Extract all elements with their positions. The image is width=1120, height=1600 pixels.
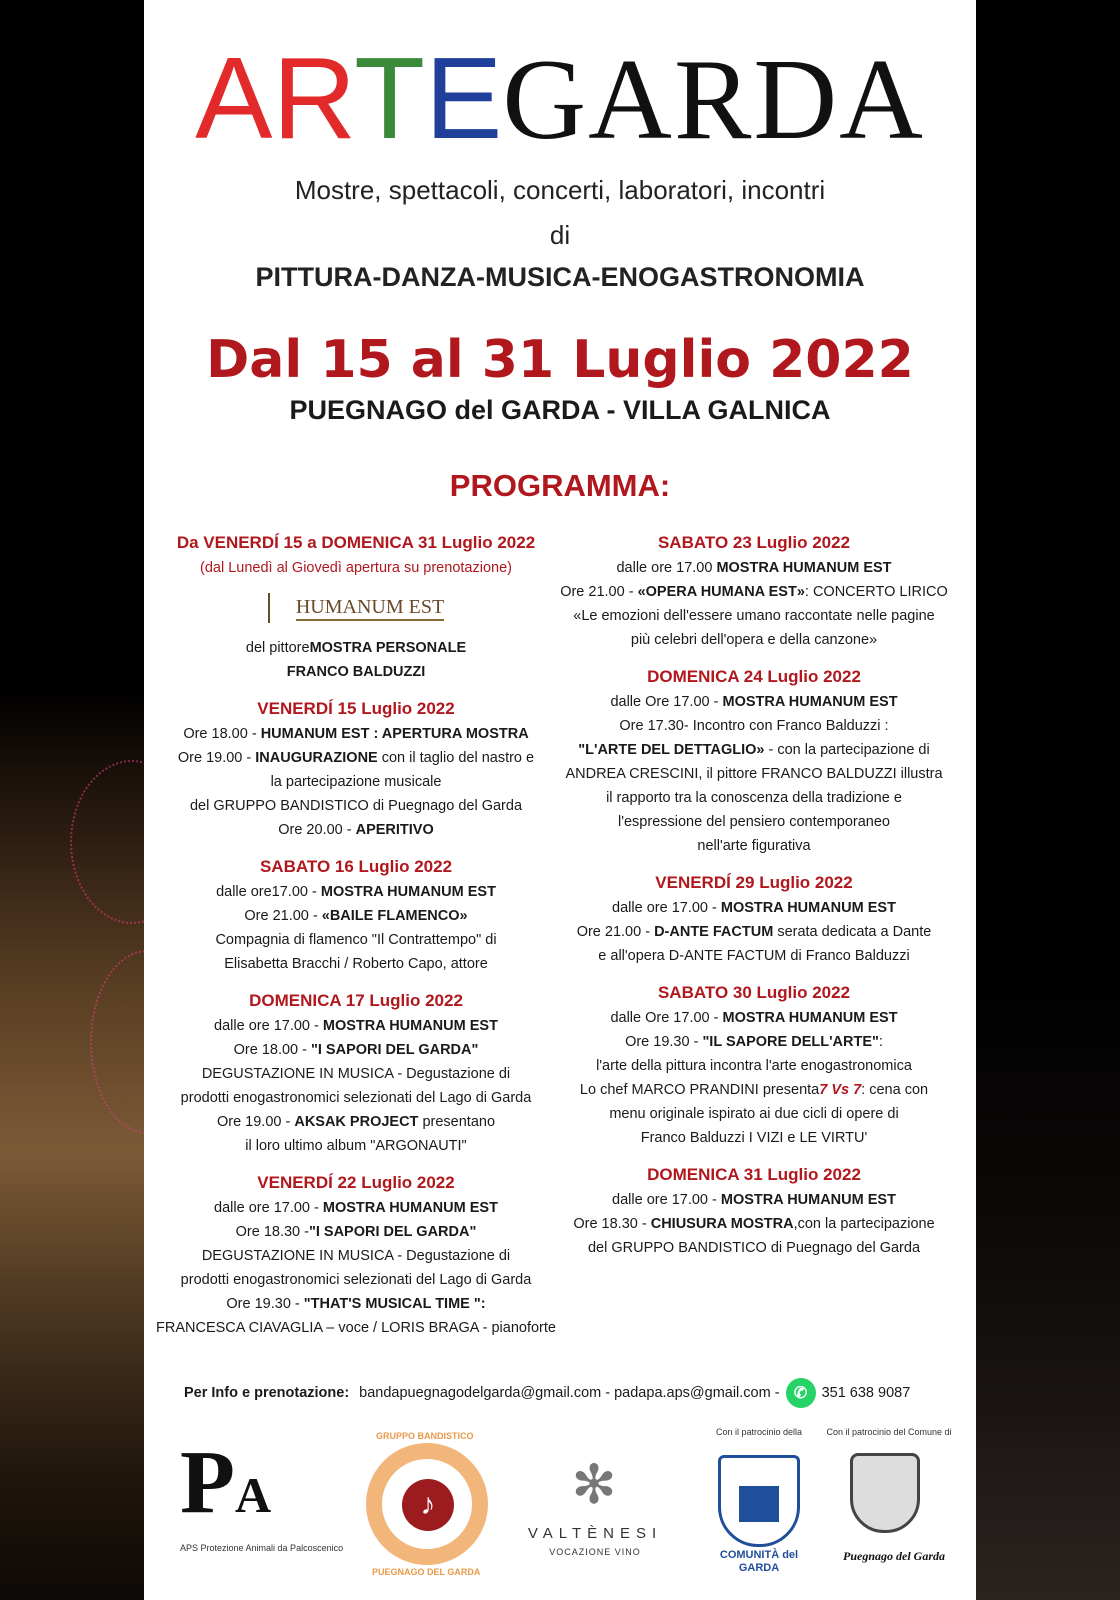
event-text: : CONCERTO LIRICO	[804, 584, 948, 600]
event-line	[554, 580, 954, 604]
event-text: «Le emozioni dell'essere umano raccontate nelle pagine	[573, 608, 935, 624]
sponsor-logos	[144, 1425, 976, 1585]
event-text: Ore 19.30 -	[226, 1296, 304, 1312]
event-text: dalle ore 17.00 -	[612, 1192, 721, 1208]
valtenesi-name: VALTÈNESI	[527, 1525, 663, 1542]
event-text: ,con la partecipazione	[793, 1216, 935, 1232]
event-line	[156, 818, 556, 842]
event-text: Ore 18.00 -	[183, 726, 261, 742]
event-text: - con la partecipazione di	[764, 742, 930, 758]
event-text: Ore 21.00 -	[560, 584, 638, 600]
event-text: Ore 19.00 -	[216, 1114, 295, 1130]
event-date-heading: DOMENICA 24 Luglio 2022	[647, 667, 861, 686]
program-event	[156, 530, 556, 684]
event-line	[156, 794, 556, 818]
event-text: Ore 21.00 -	[244, 908, 322, 924]
event-text: il loro ultimo album "ARGONAUTI"	[245, 1138, 467, 1154]
event-date-heading: VENERDÍ 22 Luglio 2022	[257, 1173, 455, 1192]
event-text: del pittore	[245, 640, 310, 656]
event-text: l'espressione del pensiero contemporaneo	[618, 814, 890, 830]
event-text: dalle Ore 17.00 -	[610, 1010, 723, 1026]
event-line	[554, 1006, 954, 1030]
event-line	[156, 722, 556, 746]
info-contacts: bandapuegnagodelgarda@gmail.com - padapa.aps@gmail.com -	[359, 1385, 780, 1401]
event-date-heading: SABATO 16 Luglio 2022	[259, 857, 453, 876]
title-letter: R	[272, 33, 355, 163]
event-line	[554, 786, 954, 810]
event-highlight: MOSTRA HUMANUM EST	[722, 1010, 898, 1026]
event-line	[554, 1236, 954, 1260]
title-letter: E	[425, 33, 503, 163]
event-line	[156, 1110, 556, 1134]
event-highlight: "I SAPORI DEL GARDA"	[311, 1042, 479, 1058]
event-text: Elisabetta Bracchi / Roberto Capo, attore	[224, 956, 488, 972]
event-line	[554, 920, 954, 944]
event-text: ANDREA CRESCINI, il pittore FRANCO BALDUZZI illustra	[565, 766, 943, 782]
event-dates: Dal 15 al 31 Luglio 2022	[206, 330, 914, 390]
event-line	[554, 1126, 954, 1150]
event-line	[554, 738, 954, 762]
event-line	[156, 1014, 556, 1038]
info-phone: 351 638 9087	[821, 1385, 911, 1401]
event-highlight: MOSTRA HUMANUM EST	[322, 1200, 498, 1216]
subtitle-events: Mostre, spettacoli, concerti, laboratori, incontri	[294, 175, 826, 205]
event-highlight: MOSTRA HUMANUM EST	[722, 694, 898, 710]
event-text: più celebri dell'opera e della canzone»	[630, 632, 878, 648]
valtenesi-snowflake-icon: ✻	[571, 1455, 617, 1515]
program-event	[156, 1170, 556, 1340]
event-date-heading: DOMENICA 17 Luglio 2022	[249, 991, 463, 1010]
event-line	[554, 1054, 954, 1078]
event-highlight: HUMANUM EST : APERTURA MOSTRA	[260, 726, 529, 742]
event-line	[554, 604, 954, 628]
event-line	[156, 660, 556, 684]
event-text: DEGUSTAZIONE IN MUSICA - Degustazione di	[201, 1248, 511, 1264]
program-column-left	[156, 530, 556, 1352]
pada-logo-mark: PA	[180, 1433, 272, 1532]
event-text: prodotti enogastronomici selezionati del Lago di Garda	[180, 1272, 532, 1288]
lyre-icon: ♪	[402, 1479, 454, 1531]
program-event	[156, 988, 556, 1158]
valtenesi-subtitle: VOCAZIONE VINO	[549, 1547, 641, 1557]
event-line	[554, 762, 954, 786]
event-text: serata dedicata a Dante	[773, 924, 932, 940]
program-column-right	[554, 530, 954, 1272]
event-text: Ore 18.00 -	[233, 1042, 311, 1058]
event-text: nell'arte figurativa	[697, 838, 811, 854]
event-line	[156, 746, 556, 770]
event-text: DEGUSTAZIONE IN MUSICA - Degustazione di	[201, 1066, 511, 1082]
program-event	[554, 980, 954, 1150]
event-highlight: APERITIVO	[355, 822, 434, 838]
whatsapp-icon: ✆	[786, 1378, 816, 1408]
event-highlight: «BAILE FLAMENCO»	[321, 908, 468, 924]
event-text: Ore 19.30 -	[625, 1034, 703, 1050]
event-line	[554, 1212, 954, 1236]
puegnago-name: Puegnago del Garda	[843, 1549, 945, 1563]
event-line	[156, 1086, 556, 1110]
gruppo-bandistico-logo	[366, 1443, 488, 1565]
program-event	[156, 854, 556, 976]
event-text: del GRUPPO BANDISTICO di Puegnago del Garda	[189, 798, 523, 814]
event-text: Ore 20.00 -	[278, 822, 356, 838]
gruppo-bandistico-bottom-text: PUEGNAGO DEL GARDA	[372, 1567, 481, 1577]
title-garda: GARDA	[502, 36, 925, 164]
event-line	[554, 944, 954, 968]
event-line	[156, 770, 556, 794]
event-text: la partecipazione musicale	[270, 774, 442, 790]
event-highlight: MOSTRA HUMANUM EST	[720, 1192, 896, 1208]
event-note: (dal Lunedì al Giovedì apertura su prenotazione)	[200, 560, 512, 576]
info-label: Per Info e prenotazione:	[184, 1385, 350, 1401]
event-line	[156, 904, 556, 928]
event-highlight: "THAT'S MUSICAL TIME ":	[303, 1296, 486, 1312]
program-event	[554, 664, 954, 858]
humanum-est-logo	[156, 584, 556, 632]
event-date-heading: SABATO 30 Luglio 2022	[657, 983, 851, 1002]
comune-patrocinio-text: Con il patrocinio del Comune di	[826, 1427, 952, 1437]
event-line	[554, 1188, 954, 1212]
event-highlight: D-ANTE FACTUM	[654, 924, 774, 940]
event-highlight: INAUGURAZIONE	[255, 750, 378, 766]
event-text: Compagnia di flamenco "Il Contrattempo" di	[215, 932, 497, 948]
event-highlight: "L'ARTE DEL DETTAGLIO»	[578, 742, 765, 758]
tree-icon	[268, 593, 292, 623]
event-date-heading: SABATO 23 Luglio 2022	[657, 533, 851, 552]
page-title	[144, 33, 976, 164]
event-line	[554, 714, 954, 738]
event-line	[554, 690, 954, 714]
event-line	[156, 1220, 556, 1244]
event-text: Ore 18.30 -	[573, 1216, 651, 1232]
comunita-garda-shield-icon	[718, 1455, 800, 1547]
programma-heading: PROGRAMMA:	[449, 468, 671, 503]
event-line	[156, 1134, 556, 1158]
program-event	[156, 696, 556, 842]
poster	[144, 0, 976, 1600]
event-line	[554, 556, 954, 580]
event-line	[156, 1244, 556, 1268]
event-highlight: MOSTRA HUMANUM EST	[716, 560, 892, 576]
event-line	[156, 880, 556, 904]
event-text: dalle ore 17.00 -	[214, 1200, 323, 1216]
event-text: l'arte della pittura incontra l'arte enogastronomica	[596, 1058, 912, 1074]
event-text: Ore 19.00 -	[177, 750, 256, 766]
event-line	[156, 1038, 556, 1062]
background-right-night	[976, 0, 1120, 1600]
puegnago-crest-icon	[850, 1453, 920, 1533]
event-highlight: "I SAPORI DEL GARDA"	[308, 1224, 477, 1240]
event-date-heading: VENERDÍ 29 Luglio 2022	[655, 873, 853, 892]
event-text: Franco Balduzzi I VIZI e LE VIRTU'	[640, 1130, 868, 1146]
program-event	[554, 870, 954, 968]
event-line	[156, 1316, 556, 1340]
event-line	[156, 1062, 556, 1086]
event-text: :	[878, 1034, 883, 1050]
event-line	[554, 810, 954, 834]
event-highlight: MOSTRA HUMANUM EST	[320, 884, 496, 900]
event-text: il rapporto tra la conoscenza della tradizione e	[606, 790, 902, 806]
event-text: dalle ore 17.00 -	[214, 1018, 323, 1034]
event-line	[156, 952, 556, 976]
event-date-heading: VENERDÍ 15 Luglio 2022	[257, 699, 455, 718]
info-bar	[184, 1378, 944, 1408]
event-text: e all'opera D-ANTE FACTUM di Franco Balduzzi	[598, 948, 910, 964]
event-text: Ore 21.00 -	[576, 924, 655, 940]
event-highlight: MOSTRA HUMANUM EST	[720, 900, 896, 916]
event-highlight: MOSTRA PERSONALE	[309, 640, 467, 656]
event-text: FRANCESCA CIAVAGLIA – voce / LORIS BRAGA - pianoforte	[156, 1320, 556, 1336]
event-line	[156, 1292, 556, 1316]
event-text: Ore 18.30 -	[235, 1224, 309, 1240]
event-text: : cena con	[861, 1082, 929, 1098]
event-text: presentano	[418, 1114, 496, 1130]
event-line	[554, 1030, 954, 1054]
program-event	[554, 530, 954, 652]
subtitle-di: di	[549, 220, 571, 250]
humanum-est-logo-text: HUMANUM EST	[296, 595, 444, 621]
gruppo-bandistico-top-text: GRUPPO BANDISTICO	[376, 1431, 474, 1441]
event-line	[156, 636, 556, 660]
event-highlight: "IL SAPORE DELL'ARTE"	[702, 1034, 879, 1050]
comunita-garda-name: COMUNITÀ del GARDA	[719, 1549, 799, 1574]
event-text: menu originale ispirato ai due cicli di opere di	[609, 1106, 899, 1122]
event-line	[554, 628, 954, 652]
event-line	[156, 1268, 556, 1292]
event-date-heading: DOMENICA 31 Luglio 2022	[647, 1165, 861, 1184]
title-letter: T	[354, 33, 426, 163]
title-letter: A	[195, 33, 273, 163]
pada-logo	[180, 1433, 344, 1553]
event-line	[156, 928, 556, 952]
event-venue: PUEGNAGO del GARDA - VILLA GALNICA	[289, 395, 831, 425]
event-highlight: FRANCO BALDUZZI	[286, 664, 426, 680]
event-logo-text: 7 Vs 7	[819, 1082, 862, 1098]
event-text: dalle Ore 17.00 -	[610, 694, 723, 710]
event-line	[554, 896, 954, 920]
event-text: con il taglio del nastro e	[377, 750, 535, 766]
event-date-heading: Da VENERDÍ 15 a DOMENICA 31 Luglio 2022	[176, 533, 536, 552]
event-text: Lo chef MARCO PRANDINI presenta	[579, 1082, 820, 1098]
event-text: prodotti enogastronomici selezionati del Lago di Garda	[180, 1090, 532, 1106]
event-line	[554, 834, 954, 858]
event-text: Ore 17.30- Incontro con Franco Balduzzi :	[619, 718, 889, 734]
event-line	[156, 1196, 556, 1220]
event-highlight: MOSTRA HUMANUM EST	[322, 1018, 498, 1034]
event-text: dalle ore 17.00	[616, 560, 717, 576]
event-text: del GRUPPO BANDISTICO di Puegnago del Garda	[587, 1240, 921, 1256]
event-line	[554, 1078, 954, 1102]
event-line	[554, 1102, 954, 1126]
event-text: dalle ore 17.00 -	[612, 900, 721, 916]
program-event	[554, 1162, 954, 1260]
event-highlight: «OPERA HUMANA EST»	[637, 584, 805, 600]
pada-caption: APS Protezione Animali da Palcoscenico	[180, 1543, 344, 1553]
comunita-patrocinio-text: Con il patrocinio della	[715, 1427, 803, 1437]
event-highlight: CHIUSURA MOSTRA	[650, 1216, 794, 1232]
event-text: dalle ore17.00 -	[216, 884, 321, 900]
event-highlight: AKSAK PROJECT	[294, 1114, 419, 1130]
subtitle-disciplines: PITTURA-DANZA-MUSICA-ENOGASTRONOMIA	[255, 262, 865, 292]
